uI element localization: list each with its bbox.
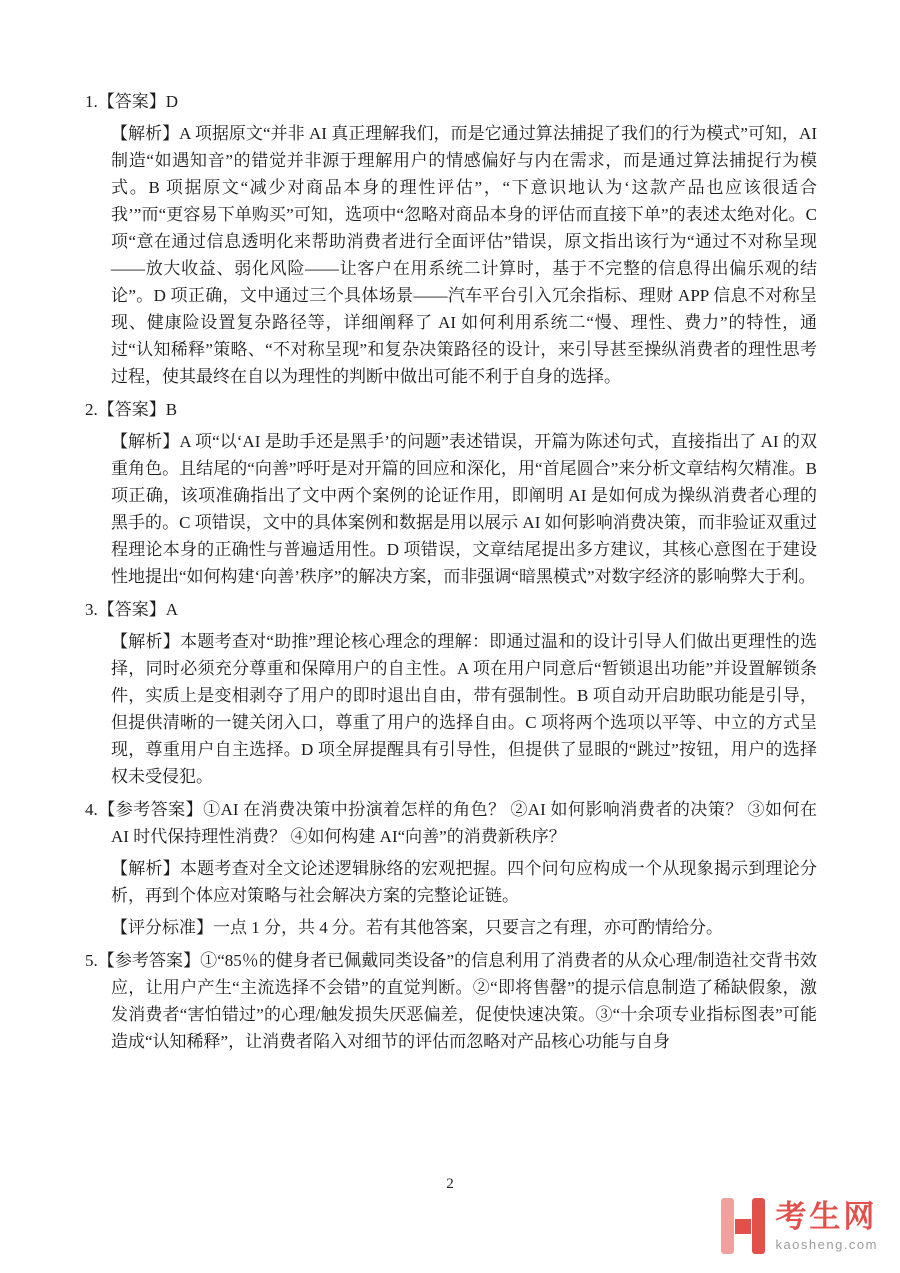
watermark-brand: 考生网 (775, 1199, 878, 1235)
item-head: 5.【参考答案】①“85％的健身者已佩戴同类设备”的信息利用了消费者的从众心理/制造社交背书效应，让用户产生“主流选择不会错”的直觉判断。②“即将售罄”的提示信息制造了稀缺假象，激发消费者“害怕错过”的心理/触发损失厌恶偏差，促使快速决策。③“十余项专业指标图表”可能造成“认知稀释”，让消费者陷入对细节的评估而忽略对产品核心功能与自身 (85, 951, 817, 1051)
item-head: 3.【答案】A (85, 600, 179, 619)
explanation-paragraph: 【解析】本题考查对“助推”理论核心理念的理解：即通过温和的设计引导人们做出更理性的选择，同时必须充分尊重和保障用户的自主性。A 项在用户同意后“暂锁退出功能”并设置解锁条件，实质上是变相剥夺了用户的即时退出自由，带有强制性。B 项自动开启助眠功能是引导，但提供清晰的一键关闭入口，尊重了用户的选择自由。C 项将两个选项以平等、中立的方式呈现，尊重用户自主选择。D 项全屏提醒具有引导性，但提供了显眼的“跳过”按钮，用户的选择权未受侵犯。 (111, 632, 817, 786)
page-number: 2 (446, 1176, 454, 1192)
item-head: 1.【答案】D (85, 92, 179, 111)
kaosheng-watermark (721, 1198, 878, 1254)
kaosheng-logo-icon (721, 1198, 765, 1254)
explanation-paragraph: 【解析】本题考查对全文论述逻辑脉络的宏观把握。四个问句应构成一个从现象揭示到理论分析，再到个体应对策略与社会解决方案的完整论证链。 (111, 859, 817, 905)
answer-item-4 (85, 796, 817, 941)
answer-item-5 (85, 947, 817, 1055)
explanation-paragraph: 【解析】A 项“以‘AI 是助手还是黑手’的问题”表述错误，开篇为陈述句式，直接指出了 AI 的双重角色。且结尾的“向善”呼吁是对开篇的回应和深化，用“首尾圆合”来分析文章结构欠精准。B 项正确，该项准确指出了文中两个案例的论证作用，即阐明 AI 是如何成为操纵消费者心理的黑手的。C 项错误，文中的具体案例和数据是用以展示 AI 如何影响消费决策，而非验证双重过程理论本身的正确性与普遍适用性。D 项错误，文章结尾提出多方建议，其核心意图在于建设性地提出“如何构建‘向善’秩序”的解决方案，而非强调“暗黑模式”对数字经济的影响弊大于利。 (111, 432, 817, 586)
logo-bar-middle (735, 1219, 751, 1234)
logo-bar-right (752, 1198, 765, 1254)
logo-bar-left (721, 1198, 734, 1254)
item-head: 4.【参考答案】①AI 在消费决策中扮演着怎样的角色？ ②AI 如何影响消费者的决策？ ③如何在 AI 时代保持理性消费？ ④如何构建 AI“向善”的消费新秩序？ (85, 800, 817, 846)
answer-item-1 (85, 88, 817, 390)
answer-item-2 (85, 396, 817, 590)
scoring-paragraph: 【评分标准】一点 1 分，共 4 分。若有其他答案，只要言之有理，亦可酌情给分。 (111, 918, 723, 937)
watermark-url: kaosheng.com (775, 1236, 878, 1252)
item-head: 2.【答案】B (85, 400, 178, 419)
answer-item-3 (85, 596, 817, 790)
watermark-text-group (775, 1200, 878, 1251)
explanation-paragraph: 【解析】A 项据原文“并非 AI 真正理解我们，而是它通过算法捕捉了我们的行为模式”可知，AI 制造“如遇知音”的错觉并非源于理解用户的情感偏好与内在需求，而是通过算法捕捉行为模式。B 项据原文“减少对商品本身的理性评估”，“下意识地认为‘这款产品也应该很适合我’”而“更容易下单购买”可知，选项中“忽略对商品本身的评估而直接下单”的表述太绝对化。C 项“意在通过信息透明化来帮助消费者进行全面评估”错误，原文指出该行为“通过不对称呈现——放大收益、弱化风险——让客户在用系统二计算时，基于不完整的信息得出偏乐观的结论”。D 项正确，文中通过三个具体场景——汽车平台引入冗余指标、理财 APP 信息不对称呈现、健康险设置复杂路径等，详细阐释了 AI 如何利用系统二“慢、理性、费力”的特性，通过“认知稀释”策略、“不对称呈现”和复杂决策路径的设计，来引导甚至操纵消费者的理性思考过程，使其最终在自以为理性的判断中做出可能不利于自身的选择。 (111, 124, 817, 386)
answer-key-content (85, 88, 817, 1061)
